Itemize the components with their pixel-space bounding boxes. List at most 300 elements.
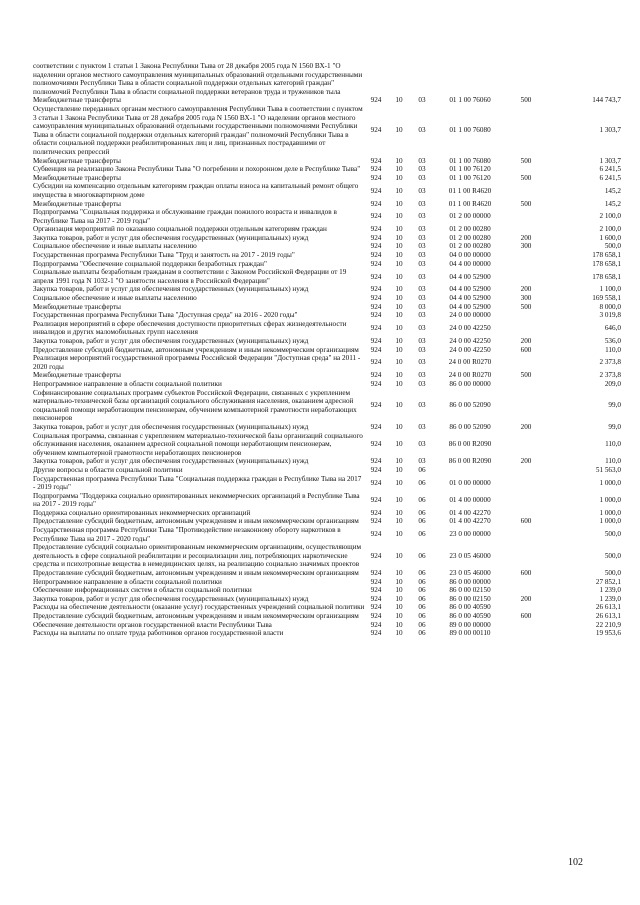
table-row: [33, 320, 621, 337]
subsection-code: 06: [418, 594, 426, 603]
subsection-code: 03: [418, 259, 426, 268]
amount: 646,0: [604, 324, 621, 333]
row-description: Межбюджетные трансферты: [33, 302, 121, 311]
row-description: Межбюджетные трансферты: [33, 173, 121, 182]
subsection-code: 03: [418, 457, 426, 466]
expense-type-code: 200: [520, 285, 532, 294]
row-description: Подпрограмма "Обеспечение социальной поддержки безработных граждан": [33, 259, 267, 268]
row-description: Предоставление субсидий бюджетным, автономным учреждениям и иным некоммерческим организациям: [33, 569, 359, 578]
table-row: [33, 182, 621, 199]
row-description: Субсидии на компенсацию отдельным категориям граждан оплаты взноса на капитальный ремонт общего имущества в многоквартирном доме: [33, 182, 359, 199]
subsection-code: 06: [418, 569, 426, 578]
table-row: [33, 526, 621, 543]
table-row: [33, 603, 621, 612]
section-code: 10: [395, 165, 403, 174]
row-description: Предоставление субсидий бюджетным, автономным учреждениям и иным некоммерческим организациям: [33, 517, 359, 526]
amount: 1 000,0: [599, 508, 621, 517]
row-description: Непрограммное направление в области социальной политики: [33, 379, 222, 388]
subsection-code: 06: [418, 495, 426, 504]
subsection-code: 03: [418, 212, 426, 221]
ministry-code: 924: [370, 285, 382, 294]
table-row: [33, 629, 621, 638]
ministry-code: 924: [370, 324, 382, 333]
row-description: Непрограммное направление в области социальной политики: [33, 577, 222, 586]
expense-type-code: [507, 354, 545, 371]
amount: 6 241,5: [599, 173, 621, 182]
ministry-code: 924: [370, 577, 382, 586]
table-row: [33, 509, 621, 518]
amount: 110,0: [605, 345, 621, 354]
subsection-code: [411, 62, 433, 96]
row-description: Закупка товаров, работ и услуг для обеспечения государственных (муниципальных) нужд: [33, 457, 309, 466]
amount: 26 613,1: [595, 603, 621, 612]
table-row: [33, 380, 621, 389]
section-code: 10: [395, 577, 403, 586]
ministry-code: 924: [370, 478, 382, 487]
amount: 178 658,1: [592, 251, 621, 260]
expense-type-code: 500: [520, 156, 532, 165]
row-description: Закупка товаров, работ и услуг для обеспечения государственных (муниципальных) нужд: [33, 422, 309, 431]
expense-type-code: [507, 251, 545, 260]
subsection-code: 03: [418, 371, 426, 380]
target-article-code: 24 0 00 42250: [449, 345, 491, 354]
table-row: [33, 62, 621, 96]
row-description: Другие вопросы в области социальной политики: [33, 465, 183, 474]
target-article-code: 04 4 00 52900: [449, 272, 491, 281]
expense-type-code: 500: [520, 173, 532, 182]
ministry-code: 924: [370, 126, 382, 135]
ministry-code: 924: [370, 379, 382, 388]
table-row: [33, 543, 621, 569]
amount: 99,0: [608, 422, 621, 431]
expense-type-code: [507, 165, 545, 174]
ministry-code: 924: [370, 508, 382, 517]
subsection-code: 03: [418, 337, 426, 345]
ministry-code: 924: [370, 530, 382, 539]
expense-type-code: [507, 629, 545, 638]
target-article-code: 86 0 00 R2090: [448, 457, 492, 466]
target-article-code: 01 2 00 00280: [449, 233, 491, 242]
section-code: 10: [395, 285, 403, 294]
table-row: [33, 346, 621, 355]
section-code: 10: [395, 594, 403, 603]
subsection-code: 06: [418, 586, 426, 595]
expense-type-code: 500: [520, 199, 532, 208]
row-description: Реализация мероприятий государственной программы Российской Федерации "Доступная среда" на 2011 - 2020 годы: [33, 354, 361, 371]
expense-type-code: [507, 320, 545, 337]
section-code: 10: [395, 345, 403, 354]
target-article-code: 86 0 00 00000: [449, 379, 491, 388]
section-code: 10: [395, 603, 403, 612]
row-description: Поддержка социально ориентированных некоммерческих организаций: [33, 508, 251, 517]
target-article-code: 24 0 00 42250: [449, 337, 491, 345]
target-article-code: 01 4 00 00000: [449, 495, 491, 504]
section-code: 10: [395, 612, 403, 620]
expense-type-code: [507, 432, 545, 458]
table-row: [33, 311, 621, 320]
table-row: [33, 157, 621, 166]
section-code: 10: [395, 173, 403, 182]
row-description: Предоставление субсидий бюджетным, автономным учреждениям и иным некоммерческим организациям: [33, 612, 359, 620]
subsection-code: 03: [418, 324, 426, 333]
row-description: соответствии с пунктом 1 статьи 1 Закона Республики Тыва от 28 декабря 2005 года N 1560 ВХ-1 "О наделении органов местного самоуправления муниципальных образований отдельными государственными полномочиями Республики Тыва в области социальной поддержки отдельных категорий граждан" полномочий Республики Тыва в области социальной поддержки ветеранов труда и тружеников тыла: [33, 62, 363, 96]
section-code: 10: [395, 517, 403, 526]
expense-type-code: 500: [520, 371, 532, 380]
section-code: 10: [395, 259, 403, 268]
subsection-code: 03: [418, 302, 426, 311]
expense-type-code: [507, 586, 545, 595]
table-row: [33, 96, 621, 105]
table-row: [33, 612, 621, 621]
subsection-code: 03: [418, 186, 426, 195]
target-article-code: 01 1 00 76120: [449, 165, 491, 174]
expense-type-code: [507, 268, 545, 285]
row-description: Социальная программа, связанная с укреплением материально-технической базы организаций социального обслуживания населения, оказанием адресной социальной помощи неработающим пенсионерам, обучением компьютерной грамотности неработающих пенсионеров: [33, 431, 363, 457]
row-description: Расходы на обеспечение деятельности (оказание услуг) государственных учреждений социальной политики: [33, 603, 365, 612]
subsection-code: 03: [418, 311, 426, 320]
expense-type-code: 500: [520, 96, 532, 105]
expense-type-code: 200: [520, 594, 532, 603]
subsection-code: 03: [418, 358, 426, 367]
ministry-code: 924: [370, 551, 382, 560]
target-article-code: 01 1 00 R4620: [448, 199, 492, 208]
target-article-code: 01 1 00 76080: [449, 156, 491, 165]
row-description: Социальное обеспечение и иные выплаты населению: [33, 242, 197, 251]
expense-type-code: [507, 526, 545, 543]
row-description: Субвенция на реализацию Закона Республики Тыва "О погребении и похоронном деле в Республике Тыва": [33, 165, 361, 174]
row-description: Подпрограмма "Социальная поддержка и обслуживание граждан пожилого возраста и инвалидов в Республике Тыва на 2017 - 2019 годы": [33, 208, 337, 225]
expense-type-code: [507, 621, 545, 630]
subsection-code: 03: [418, 199, 426, 208]
target-article-code: 01 4 00 42270: [449, 508, 491, 517]
ministry-code: 924: [370, 612, 382, 620]
ministry-code: 924: [370, 156, 382, 165]
target-article-code: 01 1 00 76120: [449, 173, 491, 182]
table-row: [33, 268, 621, 285]
target-article-code: 04 4 00 52900: [449, 302, 491, 311]
target-article-code: 86 0 00 00000: [449, 577, 491, 586]
ministry-code: 924: [370, 371, 382, 380]
subsection-code: 03: [418, 440, 426, 449]
amount: 1 239,0: [599, 594, 621, 603]
amount: 22 210,9: [595, 620, 621, 629]
expense-type-code: 500: [520, 302, 532, 311]
subsection-code: 06: [418, 465, 426, 474]
section-code: [387, 62, 411, 96]
row-description: Закупка товаров, работ и услуг для обеспечения государственных (муниципальных) нужд: [33, 233, 309, 242]
table-row: [33, 423, 621, 432]
section-code: 10: [395, 465, 403, 474]
expense-type-code: [507, 509, 545, 518]
row-description: Обеспечение деятельности органов государственной власти Республики Тыва: [33, 620, 272, 629]
amount: 1 303,7: [599, 156, 621, 165]
row-description: Государственная программа Республики Тыва "Доступная среда" на 2016 - 2020 годы": [33, 311, 298, 320]
target-article-code: 23 0 05 46000: [449, 551, 491, 560]
section-code: 10: [395, 212, 403, 221]
ministry-code: 924: [370, 345, 382, 354]
section-code: 10: [395, 495, 403, 504]
target-article-code: 01 1 00 R4620: [448, 186, 492, 195]
expense-type-code: [507, 475, 545, 492]
expense-type-code: [507, 105, 545, 157]
row-description: Социальное обеспечение и иные выплаты населению: [33, 294, 197, 303]
table-row: [33, 200, 621, 209]
amount: 2 100,0: [599, 212, 621, 221]
target-article-code: 24 0 00 42250: [449, 324, 491, 333]
amount: 110,0: [605, 457, 621, 466]
ministry-code: 924: [370, 242, 382, 251]
expense-type-code: [507, 380, 545, 389]
section-code: 10: [395, 96, 403, 105]
expense-type-code: [507, 466, 545, 475]
amount: 51 563,0: [595, 465, 621, 474]
expense-type-code: [507, 225, 545, 234]
amount: 1 000,0: [599, 517, 621, 526]
target-article-code: 86 0 00 R2090: [448, 440, 492, 449]
expense-type-code: 600: [520, 345, 532, 354]
table-row: [33, 337, 621, 346]
table-row: [33, 234, 621, 243]
ministry-code: 924: [370, 225, 382, 234]
section-code: 10: [395, 530, 403, 539]
section-code: 10: [395, 379, 403, 388]
section-code: 10: [395, 586, 403, 595]
section-code: 10: [395, 551, 403, 560]
subsection-code: 06: [418, 551, 426, 560]
expense-type-code: 200: [520, 337, 532, 345]
ministry-code: 924: [370, 337, 382, 345]
subsection-code: 03: [418, 156, 426, 165]
subsection-code: 03: [418, 285, 426, 294]
row-description: Межбюджетные трансферты: [33, 199, 121, 208]
section-code: 10: [395, 272, 403, 281]
amount: 2 100,0: [599, 225, 621, 234]
subsection-code: 06: [418, 478, 426, 487]
target-article-code: 01 4 00 42270: [449, 517, 491, 526]
section-code: 10: [395, 457, 403, 466]
section-code: 10: [395, 620, 403, 629]
row-description: Межбюджетные трансферты: [33, 156, 121, 165]
table-row: [33, 242, 621, 251]
ministry-code: 924: [370, 302, 382, 311]
budget-table: [33, 62, 621, 638]
section-code: 10: [395, 294, 403, 303]
section-code: 10: [395, 371, 403, 380]
section-code: 10: [395, 225, 403, 234]
ministry-code: 924: [370, 517, 382, 526]
amount: 99,0: [608, 401, 621, 410]
table-row: [33, 208, 621, 225]
target-article-code: 23 0 05 46000: [449, 569, 491, 578]
ministry-code: 924: [370, 401, 382, 410]
table-row: [33, 578, 621, 587]
table-row: [33, 174, 621, 183]
ministry-code: 924: [370, 586, 382, 595]
amount: 145,2: [604, 199, 621, 208]
amount: 1 600,0: [599, 233, 621, 242]
row-description: Организация мероприятий по оказанию социальной поддержки отдельным категориям граждан: [33, 225, 327, 234]
expense-type-code: 600: [520, 612, 532, 620]
target-article-code: 86 0 00 40590: [449, 603, 491, 612]
target-article-code: 24 0 00 R0270: [448, 371, 492, 380]
row-description: Закупка товаров, работ и услуг для обеспечения государственных (муниципальных) нужд: [33, 285, 309, 294]
subsection-code: 03: [418, 165, 426, 174]
target-article-code: 04 4 00 52900: [449, 285, 491, 294]
ministry-code: 924: [370, 272, 382, 281]
ministry-code: 924: [370, 233, 382, 242]
expense-type-code: [507, 492, 545, 509]
subsection-code: 03: [418, 401, 426, 410]
section-code: 10: [395, 156, 403, 165]
amount: 144 743,7: [592, 96, 621, 105]
page-number: 102: [568, 857, 583, 868]
ministry-code: 924: [370, 165, 382, 174]
expense-type-code: 300: [520, 294, 532, 303]
target-article-code: 89 0 00 00000: [449, 620, 491, 629]
ministry-code: 924: [370, 251, 382, 260]
section-code: 10: [395, 337, 403, 345]
table-row: [33, 251, 621, 260]
amount: 8 000,0: [599, 302, 621, 311]
section-code: 10: [395, 401, 403, 410]
table-body: [33, 62, 621, 638]
target-article-code: [433, 62, 507, 96]
target-article-code: 01 1 00 76080: [449, 126, 491, 135]
subsection-code: 03: [418, 422, 426, 431]
amount: [545, 62, 621, 96]
target-article-code: 89 0 00 00110: [449, 629, 491, 638]
amount: 169 558,1: [592, 294, 621, 303]
target-article-code: 01 0 00 00000: [449, 478, 491, 487]
target-article-code: 04 0 00 00000: [449, 251, 491, 260]
section-code: 10: [395, 629, 403, 638]
row-description: Осуществление переданных органам местного самоуправления Республики Тыва в соответствии с пунктом 3 статьи 1 Закона Республики Тыва от 28 декабря 2005 года N 1560 ВХ-1 "О наделении органов местного самоуправления муниципальных образований отдельными государственными полномочиями Республики Тыва в области социальной поддержки отдельных категорий граждан" полномочий Республики Тыва в области социальной поддержки реабилитированных лиц и лиц, признанных пострадавшими от политических репрессий: [33, 104, 363, 156]
table-row: [33, 354, 621, 371]
row-description: Обеспечение информационных систем в области социальной политики: [33, 586, 252, 595]
amount: 26 613,1: [595, 612, 621, 620]
amount: 500,0: [604, 530, 621, 539]
target-article-code: 01 2 00 00280: [449, 225, 491, 234]
subsection-code: 06: [418, 612, 426, 620]
subsection-code: 03: [418, 272, 426, 281]
ministry-code: 924: [370, 629, 382, 638]
amount: 2 373,8: [599, 358, 621, 367]
expense-type-code: [507, 182, 545, 199]
section-code: 10: [395, 569, 403, 578]
row-description: Закупка товаров, работ и услуг для обеспечения государственных (муниципальных) нужд: [33, 337, 309, 345]
amount: 27 852,1: [595, 577, 621, 586]
table-row: [33, 165, 621, 174]
section-code: 10: [395, 422, 403, 431]
subsection-code: 06: [418, 620, 426, 629]
amount: 536,0: [604, 337, 621, 345]
row-description: Предоставление субсидий бюджетным, автономным учреждениям и иным некоммерческим организациям: [33, 345, 359, 354]
row-description: Подпрограмма "Поддержка социально ориентированных некоммерческих организаций в Республике Тыва на 2017 - 2019 годы": [33, 491, 360, 509]
ministry-code: 924: [370, 457, 382, 466]
amount: 19 953,6: [595, 629, 621, 638]
section-code: 10: [395, 324, 403, 333]
ministry-code: [365, 62, 387, 96]
target-article-code: 01 1 00 76060: [449, 96, 491, 105]
amount: 500,0: [604, 551, 621, 560]
row-description: Софинансирование социальных программ субъектов Российской Федерации, связанных с укреплением материально-технической базы организаций социального обслуживания населения, оказанием адресной социальной помощи неработающим пенсионерам, обучением компьютерной грамотности неработающих пенсионеров: [33, 388, 357, 423]
table-row: [33, 517, 621, 526]
target-article-code: 23 0 00 00000: [449, 530, 491, 539]
subsection-code: 06: [418, 530, 426, 539]
amount: 1 100,0: [599, 285, 621, 294]
ministry-code: 924: [370, 199, 382, 208]
expense-type-code: 200: [520, 233, 532, 242]
amount: 1 303,7: [599, 126, 621, 135]
table-row: [33, 371, 621, 380]
table-row: [33, 225, 621, 234]
target-article-code: 01 2 00 00280: [449, 242, 491, 251]
table-row: [33, 569, 621, 578]
table-row: [33, 621, 621, 630]
ministry-code: 924: [370, 569, 382, 578]
section-code: 10: [395, 440, 403, 449]
subsection-code: 06: [418, 603, 426, 612]
target-article-code: 04 4 00 52900: [449, 294, 491, 303]
target-article-code: 86 0 00 52090: [449, 401, 491, 410]
expense-type-code: [507, 311, 545, 320]
target-article-code: 24 0 00 00000: [449, 311, 491, 320]
target-article-code: 24 0 00 R0270: [448, 358, 492, 367]
ministry-code: 924: [370, 186, 382, 195]
subsection-code: 03: [418, 345, 426, 354]
expense-type-code: [507, 578, 545, 587]
row-description: Закупка товаров, работ и услуг для обеспечения государственных (муниципальных) нужд: [33, 594, 309, 603]
amount: 500,0: [604, 242, 621, 251]
table-row: [33, 285, 621, 294]
section-code: 10: [395, 508, 403, 517]
subsection-code: 06: [418, 577, 426, 586]
expense-type-code: 600: [520, 517, 532, 526]
amount: 1 239,0: [599, 586, 621, 595]
row-description: Государственная программа Республики Тыва "Труд и занятость на 2017 - 2019 годы": [33, 251, 295, 260]
target-article-code: 04 4 00 00000: [449, 259, 491, 268]
ministry-code: 924: [370, 311, 382, 320]
table-row: [33, 389, 621, 423]
amount: 3 019,8: [599, 311, 621, 320]
table-row: [33, 466, 621, 475]
row-description: Реализация мероприятий в сфере обеспечения доступности приоритетных сферах жизнедеятельности инвалидов и других маломобильных групп населения: [33, 319, 347, 337]
row-description: Предоставление субсидий социально ориентированным некоммерческим организациям, осуществляющим деятельность в сфере социальной реабилитации и ресоциализации лиц, потребляющих наркотические средства и психотропные вещества в немедицинских целях, на реализацию социально значимых проектов: [33, 543, 362, 569]
section-code: 10: [395, 478, 403, 487]
expense-type-code: [507, 62, 545, 96]
row-description: Государственная программа Республики Тыва "Социальная поддержка граждан в Республике Тыва на 2017 - 2019 годы": [33, 474, 362, 492]
section-code: 10: [395, 358, 403, 367]
subsection-code: 03: [418, 233, 426, 242]
subsection-code: 06: [418, 517, 426, 526]
ministry-code: 924: [370, 96, 382, 105]
section-code: 10: [395, 186, 403, 195]
amount: 1 000,0: [599, 478, 621, 487]
row-description: Государственная программа Республики Тыва "Противодействие незаконному обороту наркотиков в Республике Тыва на 2017 - 2020 годы": [33, 526, 341, 543]
ministry-code: 924: [370, 603, 382, 612]
table-row: [33, 586, 621, 595]
target-article-code: [433, 466, 507, 475]
ministry-code: 924: [370, 173, 382, 182]
ministry-code: 924: [370, 422, 382, 431]
ministry-code: 924: [370, 495, 382, 504]
table-row: [33, 294, 621, 303]
table-row: [33, 595, 621, 604]
row-description: Межбюджетные трансферты: [33, 96, 121, 105]
amount: 209,0: [604, 379, 621, 388]
ministry-code: 924: [370, 358, 382, 367]
expense-type-code: [507, 389, 545, 423]
